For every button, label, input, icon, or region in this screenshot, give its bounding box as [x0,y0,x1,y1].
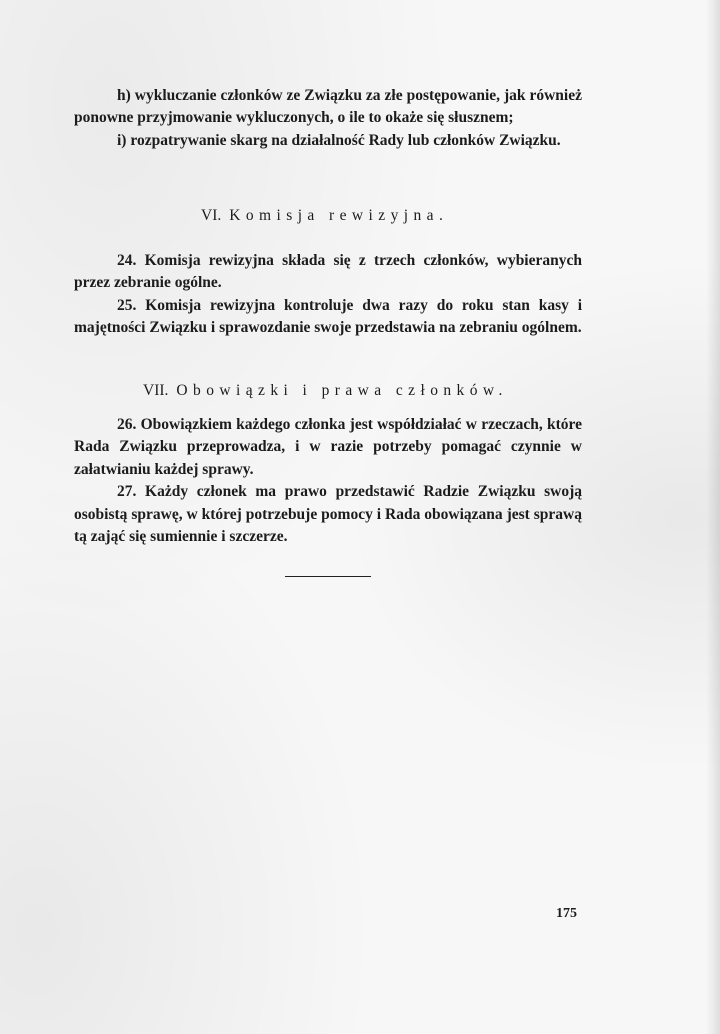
page-number: 175 [556,906,577,921]
section-number: VII. [143,382,169,399]
page-edge-shadow [706,0,720,1034]
paragraph-25: 25. Komisja rewizyjna kontroluje dwa razy do roku stan kasy i majętności Związku i sprawozdanie swoje przedstawia na zebraniu ogólnem. [74,296,582,337]
section-number: VI. [201,207,222,224]
paragraph-27: 27. Każdy członek ma prawo przedstawić Radzie Związku swoją osobistą sprawę, w której potrzebuje pomocy i Rada obowiązana jest sprawą tą zająć się sumiennie i szczerze. [74,483,582,546]
clauses-h-i [74,85,582,152]
clause-h: h) wykluczanie członków ze Związku za złe postępowanie, jak również ponowne przyjmowanie wykluczonych, o ile to okaże się słusznem; [74,87,582,127]
section-heading-7 [74,380,651,402]
paragraphs-24-25 [74,250,582,340]
end-rule-divider [285,576,371,577]
paragraphs-26-27 [74,414,582,548]
section-heading-6 [74,205,709,227]
paragraph-24: 24. Komisja rewizyjna składa się z trzech członków, wybieranych przez zebranie ogólne. [74,252,582,292]
section-title: Komisja rewizyjna. [229,207,449,224]
section-title: Obowiązki i prawa członków. [176,382,508,399]
clause-i: i) rozpatrywanie skarg na działalność Rady lub członków Związku. [117,131,561,149]
paragraph-26: 26. Obowiązkiem każdego członka jest współdziałać w rzeczach, które Rada Związku przeprowadza, i w razie potrzeby pomagać czynnie w załatwianiu każdej sprawy. [74,416,582,478]
